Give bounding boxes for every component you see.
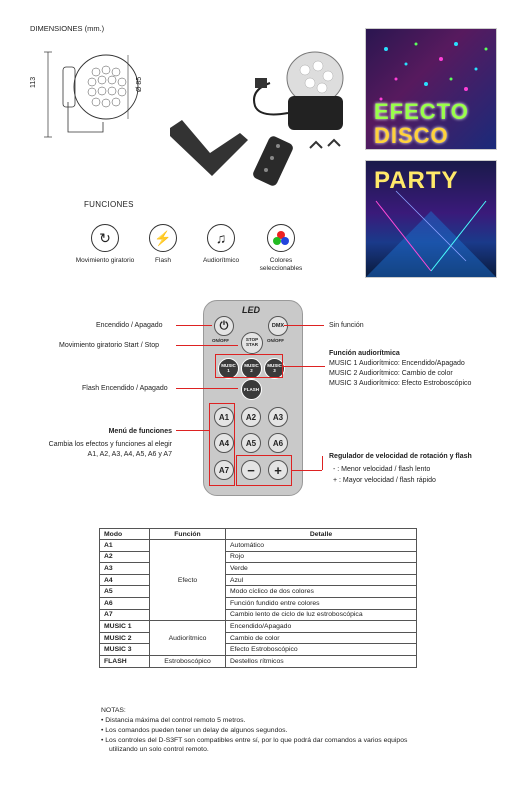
- callout-audio-3: MUSIC 3 Audiorítmico: Efecto Estroboscópico: [329, 380, 472, 387]
- rotation-callout-line: [176, 345, 238, 346]
- disco-effect-photo: [365, 28, 497, 150]
- rgb-colors-icon: [267, 224, 295, 252]
- function-label-rotation: Movimiento giratorio: [75, 257, 135, 264]
- detail-cell: Efecto Estroboscópico: [226, 644, 417, 656]
- diameter-label: Ø 85: [136, 76, 143, 92]
- detail-cell: Cambio lento de ciclo de luz estroboscópica: [226, 609, 417, 621]
- a3-button[interactable]: A3: [268, 407, 288, 427]
- table-row: [100, 609, 417, 621]
- mode-cell: A4: [100, 574, 150, 586]
- plus-button[interactable]: +: [268, 460, 288, 480]
- detail-cell: Rojo: [226, 551, 417, 563]
- music-3-label: MUSIC: [267, 362, 282, 368]
- callout-rotation: Movimiento giratorio Start / Stop: [59, 342, 159, 349]
- detail-cell: Cambio de color: [226, 632, 417, 644]
- mode-cell: A5: [100, 586, 150, 598]
- callout-menu-title: Menú de funciones: [108, 428, 172, 435]
- music-group-box: [215, 354, 283, 378]
- audio-callout-line: [283, 366, 325, 367]
- callout-audio-title: Función audiorítmica: [329, 350, 400, 357]
- modes-table: [99, 528, 417, 668]
- table-row: [100, 655, 417, 667]
- function-label-flash: Flash: [155, 257, 171, 264]
- note-item: • Los controles del D-S3FT son compatibles entre sí, por lo que podrá dar comandos a varios equipos utilizando un solo control remoto.: [101, 736, 408, 754]
- start-label: STAR: [246, 342, 258, 347]
- detail-cell: Modo cíclico de dos colores: [226, 586, 417, 598]
- music-1-number: 1: [227, 367, 230, 373]
- table-header-row: [100, 529, 417, 540]
- a7-button[interactable]: A7: [214, 460, 234, 480]
- mode-cell: MUSIC 2: [100, 632, 150, 644]
- table-row: [100, 597, 417, 609]
- mode-cell: A3: [100, 563, 150, 575]
- a2-button[interactable]: A2: [241, 407, 261, 427]
- party-text: PARTY: [374, 167, 459, 194]
- table-row: [100, 574, 417, 586]
- mode-cell: A1: [100, 540, 150, 552]
- product-photo: [160, 28, 360, 188]
- header-detail: Detalle: [226, 529, 417, 540]
- flash-icon: ⚡: [149, 224, 177, 252]
- speed-callout-line: [292, 470, 322, 471]
- table-row: [100, 563, 417, 575]
- disco-text-line1: EFECTO: [374, 99, 469, 124]
- callout-power: Encendido / Apagado: [96, 322, 163, 329]
- function-label-colors: Colores seleccionables: [259, 257, 303, 273]
- stop-label: STOP: [245, 337, 259, 343]
- flash-callout-line: [176, 388, 238, 389]
- a6-button[interactable]: A6: [268, 433, 288, 453]
- notes-title: NOTAS:: [101, 707, 126, 714]
- detail-cell: Destellos rítmicos: [226, 655, 417, 667]
- callout-speed-minus: - : Menor velocidad / flash lento: [333, 466, 431, 473]
- notes-section: [101, 706, 411, 755]
- function-cell-audio: Audiorítmico: [150, 621, 226, 656]
- music-2-number: 2: [250, 367, 253, 373]
- speed-group-box: [236, 455, 292, 486]
- detail-cell: Encendido/Apagado: [226, 621, 417, 633]
- a4-button[interactable]: A4: [214, 433, 234, 453]
- dmx-callout-line: [284, 325, 324, 326]
- note-item: • Los comandos pueden tener un delay de algunos segundos.: [101, 726, 288, 734]
- header-mode: Modo: [100, 529, 150, 540]
- rotate-icon: ↻: [91, 224, 119, 252]
- dmx-label: ON/OFF: [267, 338, 284, 343]
- power-button[interactable]: ⏻: [214, 316, 234, 336]
- functions-title: FUNCIONES: [84, 200, 134, 209]
- power-label: ON/OFF: [212, 338, 229, 343]
- power-callout-line: [176, 325, 212, 326]
- callout-flash: Flash Encendido / Apagado: [82, 385, 168, 392]
- mode-cell: A2: [100, 551, 150, 563]
- table-row: [100, 632, 417, 644]
- detail-cell: Azul: [226, 574, 417, 586]
- table-row: [100, 644, 417, 656]
- mode-cell: FLASH: [100, 655, 150, 667]
- callout-menu-line2: A1, A2, A3, A4, A5, A6 y A7: [87, 451, 172, 458]
- height-label: 113: [30, 76, 37, 88]
- music-2-label: MUSIC: [244, 362, 259, 368]
- mode-cell: MUSIC 3: [100, 644, 150, 656]
- notes-list: [101, 716, 411, 755]
- function-cell-efecto: Efecto: [150, 540, 226, 621]
- detail-cell: Función fundido entre colores: [226, 597, 417, 609]
- callout-audio-1: MUSIC 1 Audiorítmico: Encendido/Apagado: [329, 360, 465, 367]
- table-row: [100, 540, 417, 552]
- remote-brand: LED: [242, 305, 260, 315]
- flash-button[interactable]: FLASH: [241, 379, 262, 400]
- a1-button[interactable]: A1: [214, 407, 234, 427]
- callout-menu-line1: Cambia los efectos y funciones al elegir: [48, 441, 172, 448]
- speed-callout-vertical: [322, 456, 323, 470]
- dimensions-title: DIMENSIONES (mm.): [30, 24, 105, 33]
- detail-cell: Verde: [226, 563, 417, 575]
- stop-start-button[interactable]: [241, 332, 263, 354]
- mode-cell: MUSIC 1: [100, 621, 150, 633]
- callout-dmx: Sin función: [329, 322, 364, 329]
- minus-button[interactable]: −: [241, 460, 261, 480]
- menu-group-box: [209, 403, 235, 486]
- music-note-icon: ♫: [207, 224, 235, 252]
- menu-callout-line: [176, 430, 210, 431]
- function-cell-estrobo: Estroboscópico: [150, 655, 226, 667]
- a5-button[interactable]: A5: [241, 433, 261, 453]
- callout-audio-2: MUSIC 2 Audiorítmico: Cambio de color: [329, 370, 453, 377]
- music-3-number: 3: [273, 367, 276, 373]
- table-row: [100, 621, 417, 633]
- party-photo: [365, 160, 497, 278]
- disco-text-line2: DISCO: [374, 123, 449, 148]
- function-label-audio: Audiorítmico: [202, 257, 240, 264]
- dmx-button[interactable]: DMX: [268, 316, 288, 336]
- music-1-label: MUSIC: [221, 362, 236, 368]
- mode-cell: A6: [100, 597, 150, 609]
- dimension-drawing: [28, 42, 140, 147]
- callout-speed-title: Regulador de velocidad de rotación y flash: [329, 453, 472, 460]
- table-row: [100, 586, 417, 598]
- detail-cell: Automático: [226, 540, 417, 552]
- table-row: [100, 551, 417, 563]
- callout-speed-plus: + : Mayor velocidad / flash rápido: [333, 477, 436, 484]
- header-function: Función: [150, 529, 226, 540]
- mode-cell: A7: [100, 609, 150, 621]
- note-item: • Distancia máxima del control remoto 5 metros.: [101, 716, 246, 724]
